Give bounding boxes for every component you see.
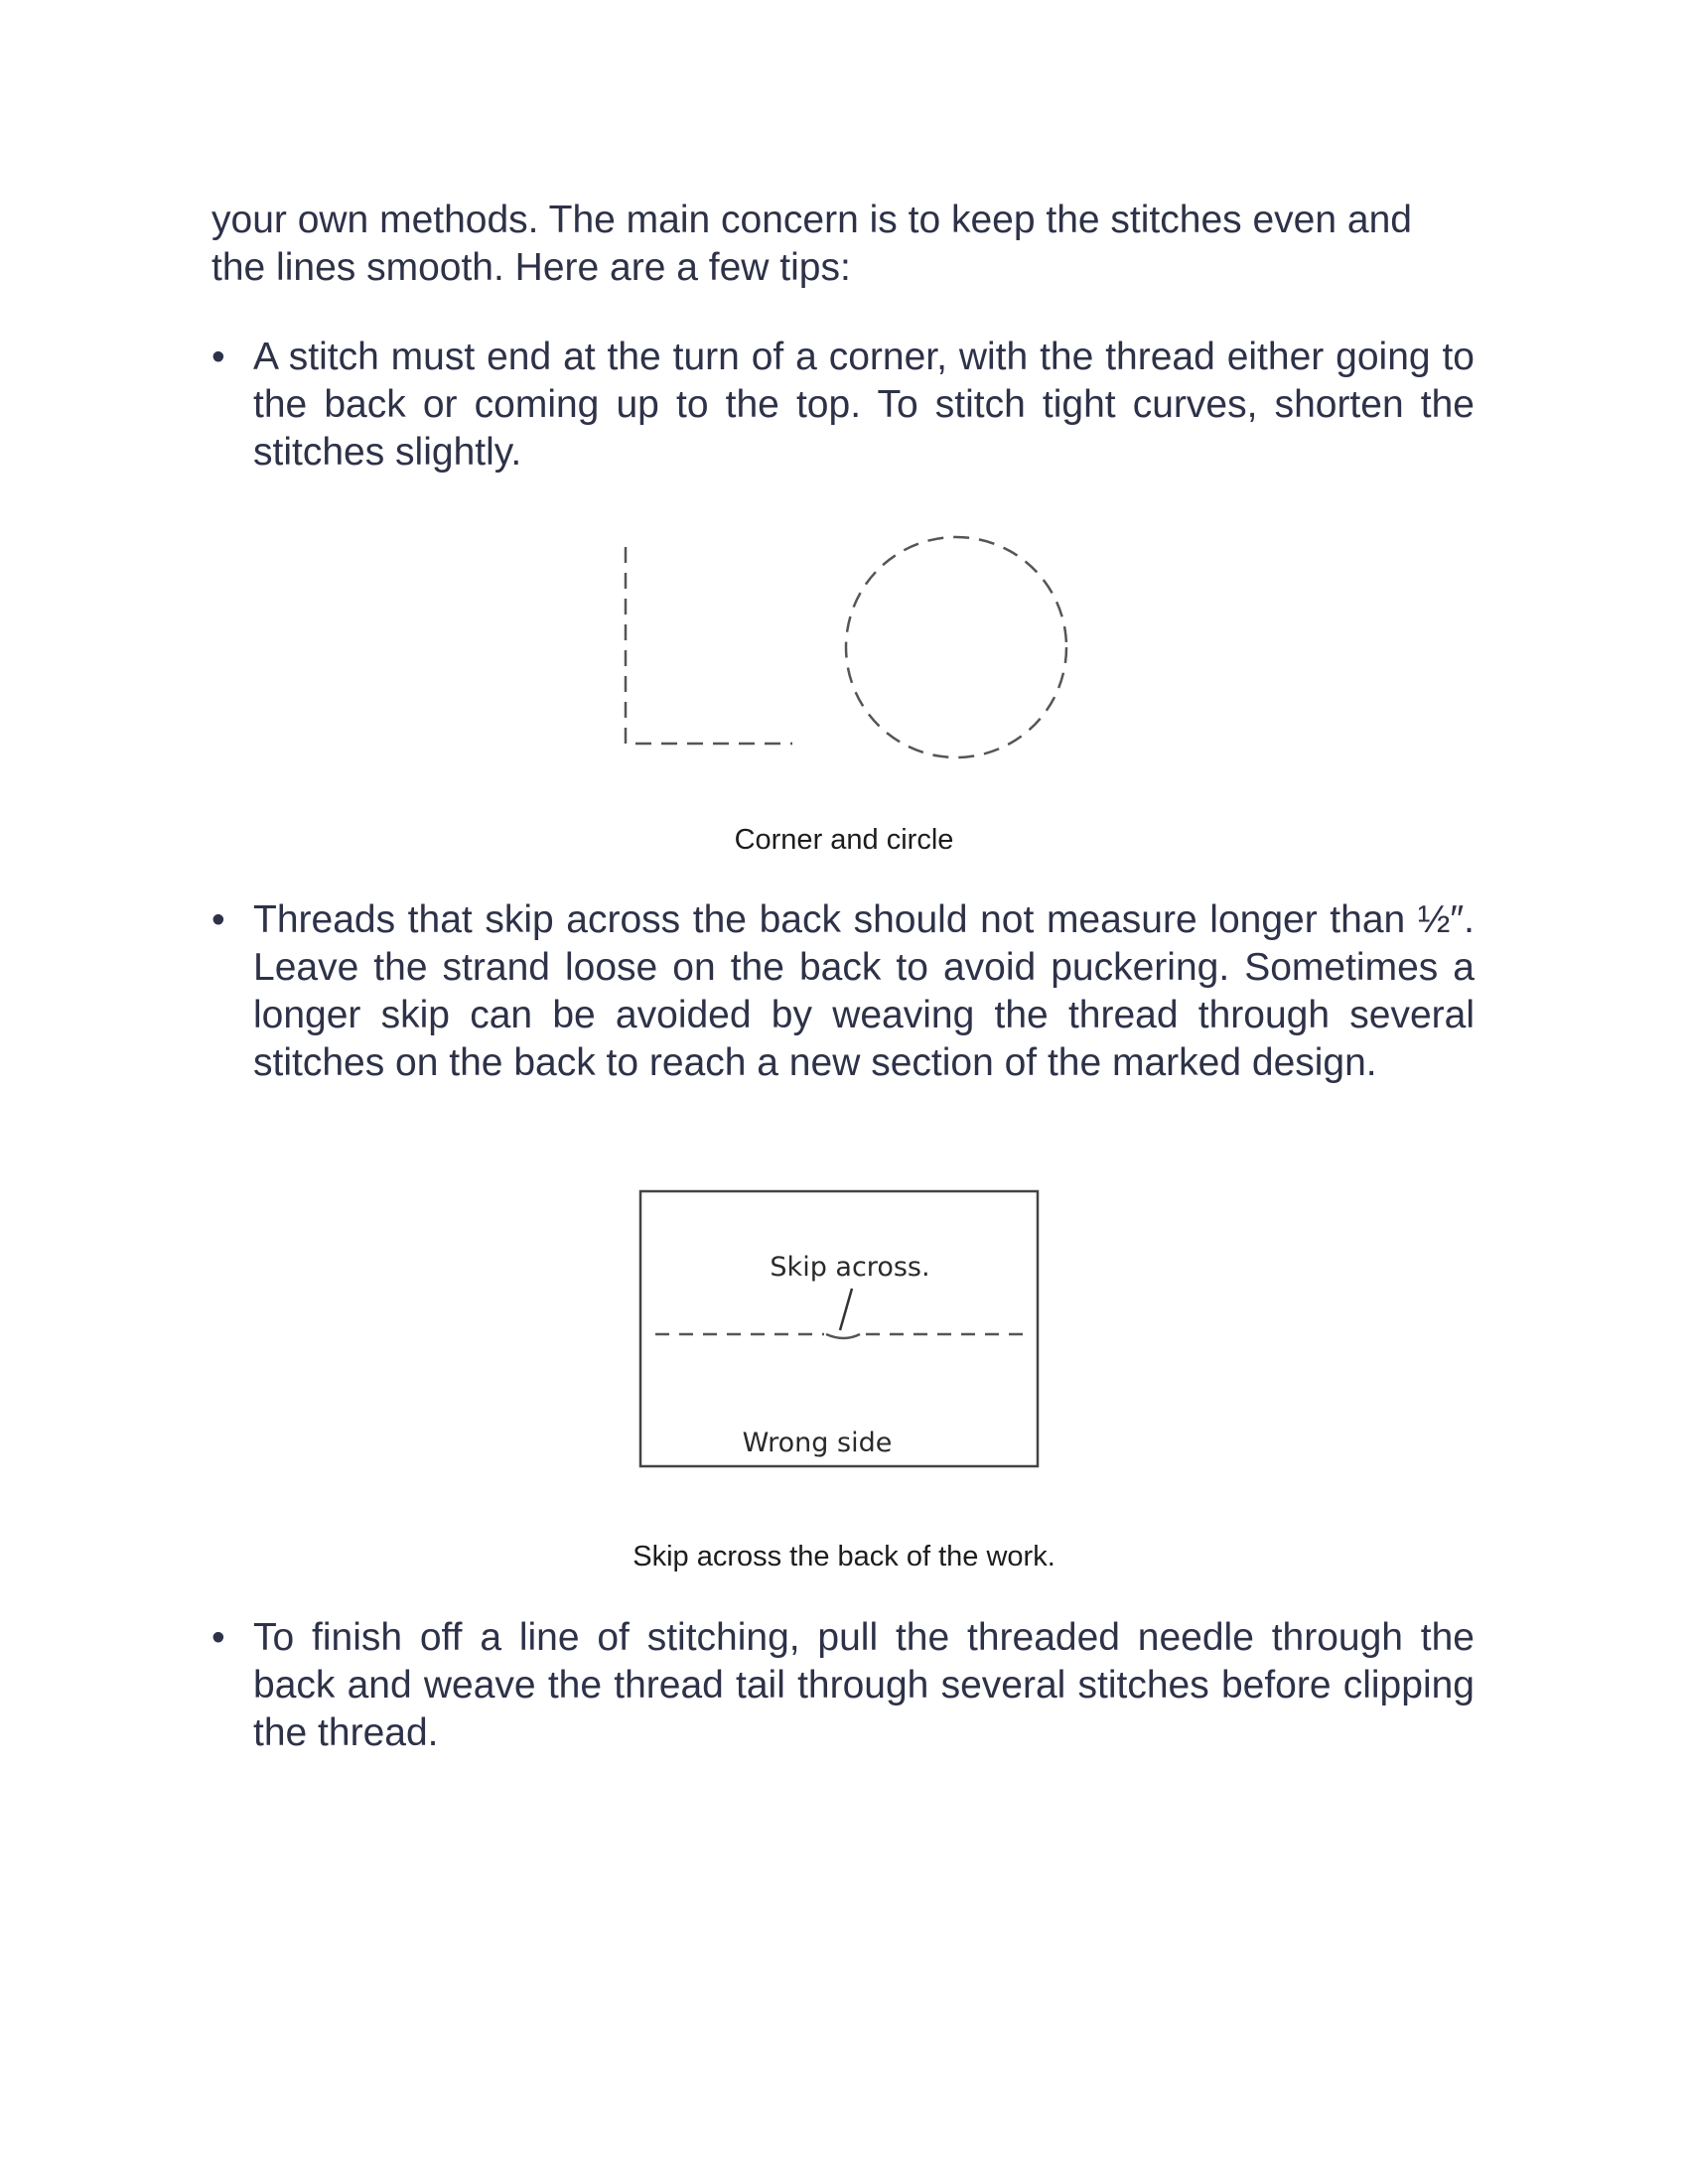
tip-text: A stitch must end at the turn of a corner, with the thread either going to the back or coming up to the top. To stitch tight curves, shorten the stitches slightly. bbox=[253, 336, 1475, 474]
figure-caption: Corner and circle bbox=[734, 824, 954, 856]
skip-pointer bbox=[840, 1289, 852, 1330]
skip-thread bbox=[826, 1334, 860, 1338]
tip-item bbox=[211, 896, 1475, 1087]
corner-stitch-line bbox=[626, 547, 792, 744]
skip-label: Skip across. bbox=[770, 1252, 930, 1283]
fabric-frame bbox=[640, 1191, 1038, 1466]
tip-text: Threads that skip across the back should not measure longer than ½″. Leave the strand loose on the back to avoid puckering. Sometimes a longer skip can be avoided by weaving the thread through several stitches on the back to reach a new section of the marked design. bbox=[253, 898, 1475, 1084]
tip-item bbox=[211, 334, 1475, 477]
tip-text: To finish off a line of stitching, pull the threaded needle through the back and weave the thread tail through several stitches before clipping the thread. bbox=[253, 1616, 1475, 1754]
bullet-icon: • bbox=[211, 1616, 225, 1659]
bullet-icon: • bbox=[211, 336, 225, 378]
bullet-icon: • bbox=[211, 898, 225, 941]
circle-stitch-line bbox=[846, 537, 1066, 757]
intro-paragraph: your own methods. The main concern is to keep the stitches even and the lines smooth. Here are a few tips: bbox=[211, 199, 1412, 289]
figure-caption: Skip across the back of the work. bbox=[633, 1541, 1055, 1572]
wrong-side-label: Wrong side bbox=[742, 1428, 893, 1458]
tip-item bbox=[211, 1614, 1475, 1757]
